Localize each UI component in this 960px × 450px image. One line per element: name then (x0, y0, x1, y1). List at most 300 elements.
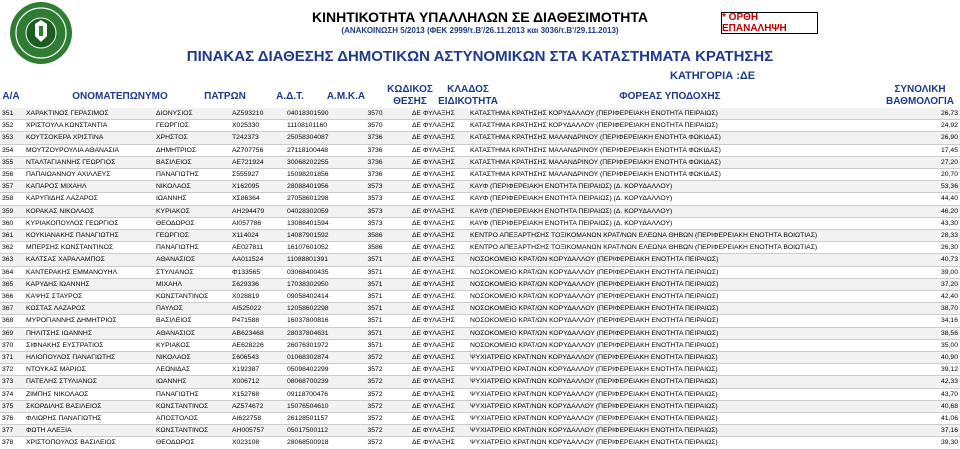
position-code: 3736 (340, 144, 410, 156)
branch: ΔΕ ΦΥΛΑΞΗΣ (410, 144, 468, 156)
father-name: ΚΩΝΣΤΑΝΤΙΝΟΣ (154, 425, 230, 437)
employee-name: ΣΚΟΡΔΙΛΗΣ ΒΑΣΙΛΕΙΟΣ (24, 400, 154, 412)
employee-name: ΚΟΥΤΣΟΚΕΡΑ ΧΡΙΣΤΙΝΑ (24, 132, 154, 144)
id-card-number: ΑΖ707756 (230, 144, 285, 156)
total-score: 40,73 (902, 254, 960, 266)
father-name: ΠΑΝΑΓΙΩΤΗΣ (154, 388, 230, 400)
father-name: ΘΕΟΔΩΡΟΣ (154, 437, 230, 449)
employee-name: ΝΤΟΥΚΑΣ ΜΑΡΙΟΣ (24, 364, 154, 376)
table-row (0, 132, 960, 144)
employee-name: ΚΑΡΥΔΗΣ ΙΩΑΝΝΗΣ (24, 278, 154, 290)
amka-number: 15098201856 (285, 169, 340, 181)
position-code: 3572 (340, 364, 410, 376)
id-card-number: Ρ471588 (230, 315, 285, 327)
total-score: 39,00 (902, 266, 960, 278)
employee-name: ΜΟΥΤΖΟΥΡΟΥΛΙΑ ΑΘΑΝΑΣΙΑ (24, 144, 154, 156)
amka-number: 16037800816 (285, 315, 340, 327)
receiving-agency: ΝΟΣΟΚΟΜΕΙΟ ΚΡΑΤ/ΩΝ ΚΟΡΥΔΑΛΛΟΥ (ΠΕΡΙΦΕΡΕΙΑΚΗ ΕΝΟΤΗΤΑ ΠΕΙΡΑΙΩΣ) (468, 327, 902, 339)
receiving-agency: ΨΥΧΙΑΤΡΕΙΟ ΚΡΑΤ/ΝΩΝ ΚΟΡΥΔΑΛΛΟΥ (ΠΕΡΙΦΕΡΕΙΑΚΗ ΕΝΟΤΗΤΑ ΠΕΙΡΑΙΩΣ) (468, 425, 902, 437)
row-number: 370 (0, 339, 24, 351)
row-number: 364 (0, 266, 24, 278)
total-score: 44,40 (902, 193, 960, 205)
position-code: 3736 (340, 169, 410, 181)
position-code: 3572 (340, 352, 410, 364)
row-number: 358 (0, 193, 24, 205)
amka-number: 09118700476 (285, 388, 340, 400)
total-score: 42,40 (902, 291, 960, 303)
position-code: 3571 (340, 315, 410, 327)
position-code: 3571 (340, 303, 410, 315)
table-row (0, 254, 960, 266)
amka-number: 25058304087 (285, 132, 340, 144)
branch: ΔΕ ΦΥΛΑΞΗΣ (410, 242, 468, 254)
id-card-number: Χ023108 (230, 437, 285, 449)
receiving-agency: ΚΑΥΦ (ΠΕΡΙΦΕΡΕΙΑΚΗ ΕΝΟΤΗΤΑ ΠΕΙΡΑΙΩΣ) (Δ. ΚΟΡΥΔΑΛΛΟΥ) (468, 205, 902, 217)
employee-name: ΧΑΡΑΚΤΙΝΟΣ ΓΕΡΑΣΙΜΟΣ (24, 108, 154, 120)
id-card-number: Χ162095 (230, 181, 285, 193)
position-code: 3571 (340, 291, 410, 303)
id-card-number: ΑΗ005757 (230, 425, 285, 437)
table-row (0, 400, 960, 412)
father-name: ΠΑΝΑΓΙΩΤΗΣ (154, 242, 230, 254)
father-name: ΒΑΣΙΛΕΙΟΣ (154, 315, 230, 327)
row-number: 376 (0, 413, 24, 425)
row-number: 366 (0, 291, 24, 303)
branch: ΔΕ ΦΥΛΑΞΗΣ (410, 120, 468, 132)
father-name: ΓΕΩΡΓΙΟΣ (154, 120, 230, 132)
amka-number: 15076504610 (285, 400, 340, 412)
id-card-number: Χ028819 (230, 291, 285, 303)
total-score: 34,16 (902, 315, 960, 327)
id-card-number: Χ114024 (230, 230, 285, 242)
employee-name: ΚΑΝΤΕΡΑΚΗΣ ΕΜΜΑΝΟΥΗΛ (24, 266, 154, 278)
col-header-score-line2: ΒΑΘΜΟΛΟΓΙΑ (886, 96, 954, 107)
total-score: 20,70 (902, 169, 960, 181)
id-card-number: ΑΕ628226 (230, 339, 285, 351)
row-number: 359 (0, 205, 24, 217)
branch: ΔΕ ΦΥΛΑΞΗΣ (410, 205, 468, 217)
total-score: 27,20 (902, 156, 960, 168)
receiving-agency: ΚΑΤΑΣΤΗΜΑ ΚΡΑΤΗΣΗΣ ΚΟΡΥΔΑΛΛΟΥ (ΠΕΡΙΦΕΡΕΙΑΚΗ ΕΝΟΤΗΤΑ ΠΕΙΡΑΙΩΣ) (468, 120, 902, 132)
amka-number: 09058402414 (285, 291, 340, 303)
total-score: 26,73 (902, 108, 960, 120)
receiving-agency: ΝΟΣΟΚΟΜΕΙΟ ΚΡΑΤ/ΩΝ ΚΟΡΥΔΑΛΛΟΥ (ΠΕΡΙΦΕΡΕΙΑΚΗ ΕΝΟΤΗΤΑ ΠΕΙΡΑΙΩΣ) (468, 291, 902, 303)
employee-name: ΚΑΛΤΣΑΣ ΧΑΡΑΛΑΜΠΟΣ (24, 254, 154, 266)
row-number: 378 (0, 437, 24, 449)
col-header-branch-line2: ΕΙΔΙΚΟΤΗΤΑ (438, 96, 498, 107)
table-row (0, 181, 960, 193)
father-name: ΑΠΟΣΤΟΛΟΣ (154, 413, 230, 425)
position-code: 3572 (340, 400, 410, 412)
branch: ΔΕ ΦΥΛΑΞΗΣ (410, 437, 468, 449)
total-score: 35,00 (902, 339, 960, 351)
employee-name: ΣΙΦΝΑΚΗΣ ΕΥΣΤΡΑΤΙΟΣ (24, 339, 154, 351)
total-score: 38,56 (902, 327, 960, 339)
table-row (0, 327, 960, 339)
position-code: 3570 (340, 120, 410, 132)
position-code: 3572 (340, 376, 410, 388)
amka-number: 27058601298 (285, 193, 340, 205)
col-header-amka: Α.Μ.Κ.Α (326, 91, 366, 102)
amka-number: 30068202255 (285, 156, 340, 168)
id-card-number: ΑΒ623468 (230, 327, 285, 339)
position-code: 3571 (340, 278, 410, 290)
amka-number: 14087901592 (285, 230, 340, 242)
position-code: 3571 (340, 339, 410, 351)
amka-number: 04028302059 (285, 205, 340, 217)
id-card-number: Τ242373 (230, 132, 285, 144)
table-row (0, 376, 960, 388)
branch: ΔΕ ΦΥΛΑΞΗΣ (410, 388, 468, 400)
branch: ΔΕ ΦΥΛΑΞΗΣ (410, 376, 468, 388)
father-name: ΚΩΝΣΤΑΝΤΙΝΟΣ (154, 400, 230, 412)
receiving-agency: ΨΥΧΙΑΤΡΕΙΟ ΚΡΑΤ/ΝΩΝ ΚΟΡΥΔΑΛΛΟΥ (ΠΕΡΙΦΕΡΕΙΑΚΗ ΕΝΟΤΗΤΑ ΠΕΙΡΑΙΩΣ) (468, 376, 902, 388)
row-number: 354 (0, 144, 24, 156)
branch: ΔΕ ΦΥΛΑΞΗΣ (410, 132, 468, 144)
total-score: 39,30 (902, 437, 960, 449)
amka-number: 28037804631 (285, 327, 340, 339)
receiving-agency: ΚΑΥΦ (ΠΕΡΙΦΕΡΕΙΑΚΗ ΕΝΟΤΗΤΑ ΠΕΙΡΑΙΩΣ) (Δ. ΚΟΡΥΔΑΛΛΟΥ) (468, 217, 902, 229)
col-header-agency: ΦΟΡΕΑΣ ΥΠΟΔΟΧΗΣ (619, 91, 721, 102)
row-number: 352 (0, 120, 24, 132)
amka-number: 17038302950 (285, 278, 340, 290)
row-number: 353 (0, 132, 24, 144)
table-row (0, 156, 960, 168)
table-row (0, 193, 960, 205)
position-code: 3573 (340, 193, 410, 205)
amka-number: 01068302874 (285, 352, 340, 364)
amka-number: 05098402299 (285, 364, 340, 376)
branch: ΔΕ ΦΥΛΑΞΗΣ (410, 364, 468, 376)
employee-name: ΚΑΨΗΣ ΣΤΑΥΡΟΣ (24, 291, 154, 303)
table-row (0, 230, 960, 242)
id-card-number: ΑΗ294479 (230, 205, 285, 217)
branch: ΔΕ ΦΥΛΑΞΗΣ (410, 352, 468, 364)
id-card-number: Χ006712 (230, 376, 285, 388)
col-header-score (880, 84, 960, 108)
father-name: ΚΥΡΙΑΚΟΣ (154, 339, 230, 351)
employee-name: ΦΛΙΩΡΗΣ ΠΑΝΑΓΙΩΤΗΣ (24, 413, 154, 425)
position-code: 3570 (340, 108, 410, 120)
employee-name: ΚΑΡΥΠΙΔΗΣ ΛΑΖΑΡΟΣ (24, 193, 154, 205)
amka-number: 11088801391 (285, 254, 340, 266)
position-code: 3572 (340, 388, 410, 400)
branch: ΔΕ ΦΥΛΑΞΗΣ (410, 278, 468, 290)
table-title: ΠΙΝΑΚΑΣ ΔΙΑΘΕΣΗΣ ΔΗΜΟΤΙΚΩΝ ΑΣΤΥΝΟΜΙΚΩΝ ΣΤΑ ΚΑΤΑΣΤΗΜΑΤΑ ΚΡΑΤΗΣΗΣ (186, 48, 774, 65)
father-name: ΠΑΝΑΓΙΩΤΗΣ (154, 169, 230, 181)
col-header-father: ΠΑΤΡΩΝ (204, 91, 246, 102)
employee-name: ΖΙΜΠΗΣ ΝΙΚΟΛΑΟΣ (24, 388, 154, 400)
employee-name: ΠΑΠΑΙΩΑΝΝΟΥ ΑΧΙΛΛΕΥΣ (24, 169, 154, 181)
receiving-agency: ΚΑΤΑΣΤΗΜΑ ΚΡΑΤΗΣΗΣ ΜΑΛΑΝΔΡΙΝΟΥ (ΠΕΡΙΦΕΡΕΙΑΚΗ ΕΝΟΤΗΤΑ ΦΩΚΙΔΑΣ) (468, 169, 902, 181)
position-code: 3736 (340, 156, 410, 168)
table-row (0, 303, 960, 315)
row-number: 356 (0, 169, 24, 181)
table-row (0, 425, 960, 437)
table-row (0, 266, 960, 278)
receiving-agency: ΨΥΧΙΑΤΡΕΙΟ ΚΡΑΤ/ΝΩΝ ΚΟΡΥΔΑΛΛΟΥ (ΠΕΡΙΦΕΡΕΙΑΚΗ ΕΝΟΤΗΤΑ ΠΕΙΡΑΙΩΣ) (468, 388, 902, 400)
id-card-number: ΑΕ027811 (230, 242, 285, 254)
col-header-aa: Α/Α (2, 91, 20, 102)
row-number: 362 (0, 242, 24, 254)
receiving-agency: ΚΕΝΤΡΟ ΑΠΕΞΑΡΤΗΣΗΣ ΤΟΞΙΚΟΜΑΝΩΝ ΚΡΑΤ/ΝΩΝ ΕΛΕΩΝΑ ΘΗΒΩΝ (ΠΕΡΙΦΕΡΕΙΑΚΗ ΕΝΟΤΗΤΑ ΒΟΙΩΤΙΑΣ) (468, 230, 902, 242)
row-number: 372 (0, 364, 24, 376)
table-row (0, 339, 960, 351)
total-score: 53,36 (902, 181, 960, 193)
position-code: 3573 (340, 205, 410, 217)
position-code: 3573 (340, 181, 410, 193)
row-number: 367 (0, 303, 24, 315)
employee-name: ΜΥΡΟΓΙΑΝΝΗΣ ΔΗΜΗΤΡΙΟΣ (24, 315, 154, 327)
branch: ΔΕ ΦΥΛΑΞΗΣ (410, 291, 468, 303)
receiving-agency: ΨΥΧΙΑΤΡΕΙΟ ΚΡΑΤ/ΝΩΝ ΚΟΡΥΔΑΛΛΟΥ (ΠΕΡΙΦΕΡΕΙΑΚΗ ΕΝΟΤΗΤΑ ΠΕΙΡΑΙΩΣ) (468, 400, 902, 412)
amka-number: 04018301590 (285, 108, 340, 120)
father-name: ΝΙΚΟΛΑΟΣ (154, 181, 230, 193)
col-header-code-line1: ΚΩΔΙΚΟΣ (387, 84, 433, 95)
total-score: 38,70 (902, 303, 960, 315)
total-score: 26,30 (902, 242, 960, 254)
id-card-number: Σ629336 (230, 278, 285, 290)
father-name: ΔΗΜΗΤΡΙΟΣ (154, 144, 230, 156)
employee-name: ΜΠΕΡΣΗΣ ΚΩΝΣΤΑΝΤΙΝΟΣ (24, 242, 154, 254)
father-name: ΜΙΧΑΗΛ (154, 278, 230, 290)
id-card-number: Χ152768 (230, 388, 285, 400)
table-row (0, 413, 960, 425)
col-header-adt: Α.Δ.Τ. (276, 91, 304, 102)
id-card-number: ΑΖ574672 (230, 400, 285, 412)
employee-name: ΦΩΤΗ ΑΛΕΞΙΑ (24, 425, 154, 437)
position-code: 3573 (340, 217, 410, 229)
total-score: 43,70 (902, 388, 960, 400)
branch: ΔΕ ΦΥΛΑΞΗΣ (410, 169, 468, 181)
father-name: ΘΕΟΔΩΡΟΣ (154, 217, 230, 229)
branch: ΔΕ ΦΥΛΑΞΗΣ (410, 303, 468, 315)
amka-number: 28088401956 (285, 181, 340, 193)
branch: ΔΕ ΦΥΛΑΞΗΣ (410, 156, 468, 168)
table-row (0, 437, 960, 449)
table-row (0, 169, 960, 181)
father-name: ΙΩΑΝΝΗΣ (154, 193, 230, 205)
total-score: 37,20 (902, 278, 960, 290)
father-name: ΑΘΑΝΑΣΙΟΣ (154, 327, 230, 339)
category-label: ΚΑΤΗΓΟΡΙΑ :ΔΕ (670, 70, 756, 82)
assignment-table (0, 108, 960, 450)
table-row (0, 242, 960, 254)
table-row (0, 205, 960, 217)
row-number: 377 (0, 425, 24, 437)
father-name: ΙΩΑΝΝΗΣ (154, 376, 230, 388)
branch: ΔΕ ΦΥΛΑΞΗΣ (410, 327, 468, 339)
row-number: 368 (0, 315, 24, 327)
receiving-agency: ΨΥΧΙΑΤΡΕΙΟ ΚΡΑΤ/ΝΩΝ ΚΟΡΥΔΑΛΛΟΥ (ΠΕΡΙΦΕΡΕΙΑΚΗ ΕΝΟΤΗΤΑ ΠΕΙΡΑΙΩΣ) (468, 437, 902, 449)
receiving-agency: ΚΑΤΑΣΤΗΜΑ ΚΡΑΤΗΣΗΣ ΚΟΡΥΔΑΛΛΟΥ (ΠΕΡΙΦΕΡΕΙΑΚΗ ΕΝΟΤΗΤΑ ΠΕΙΡΑΙΩΣ) (468, 108, 902, 120)
amka-number: 03068400435 (285, 266, 340, 278)
page-title: ΚΙΝΗΤΙΚΟΤΗΤΑ ΥΠΑΛΛΗΛΩΝ ΣΕ ΔΙΑΘΕΣΙΜΟΤΗΤΑ (312, 9, 648, 25)
total-score: 28,33 (902, 230, 960, 242)
branch: ΔΕ ΦΥΛΑΞΗΣ (410, 425, 468, 437)
father-name: ΠΑΥΛΟΣ (154, 303, 230, 315)
table-row (0, 108, 960, 120)
row-number: 371 (0, 352, 24, 364)
id-card-number: ΑΑ011524 (230, 254, 285, 266)
id-card-number: Σ606543 (230, 352, 285, 364)
branch: ΔΕ ΦΥΛΑΞΗΣ (410, 339, 468, 351)
employee-name: ΧΡΙΣΤΟΠΟΥΛΟΣ ΒΑΣΙΛΕΙΟΣ (24, 437, 154, 449)
id-card-number: ΑΙ057786 (230, 217, 285, 229)
branch: ΔΕ ΦΥΛΑΞΗΣ (410, 230, 468, 242)
employee-name: ΚΑΠΑΡΟΣ ΜΙΧΑΗΛ (24, 181, 154, 193)
receiving-agency: ΝΟΣΟΚΟΜΕΙΟ ΚΡΑΤ/ΩΝ ΚΟΡΥΔΑΛΛΟΥ (ΠΕΡΙΦΕΡΕΙΑΚΗ ΕΝΟΤΗΤΑ ΠΕΙΡΑΙΩΣ) (468, 303, 902, 315)
amka-number: 11108101160 (285, 120, 340, 132)
receiving-agency: ΨΥΧΙΑΤΡΕΙΟ ΚΡΑΤ/ΝΩΝ ΚΟΡΥΔΑΛΛΟΥ (ΠΕΡΙΦΕΡΕΙΑΚΗ ΕΝΟΤΗΤΑ ΠΕΙΡΑΙΩΣ) (468, 352, 902, 364)
employee-name: ΚΩΣΤΑΣ ΛΑΖΑΡΟΣ (24, 303, 154, 315)
amka-number: 13088401594 (285, 217, 340, 229)
row-number: 351 (0, 108, 24, 120)
table-row (0, 388, 960, 400)
receiving-agency: ΝΟΣΟΚΟΜΕΙΟ ΚΡΑΤ/ΩΝ ΚΟΡΥΔΑΛΛΟΥ (ΠΕΡΙΦΕΡΕΙΑΚΗ ΕΝΟΤΗΤΑ ΠΕΙΡΑΙΩΣ) (468, 339, 902, 351)
table-row (0, 352, 960, 364)
row-number: 363 (0, 254, 24, 266)
father-name: ΒΑΣΙΛΕΙΟΣ (154, 156, 230, 168)
row-number: 365 (0, 278, 24, 290)
branch: ΔΕ ΦΥΛΑΞΗΣ (410, 413, 468, 425)
employee-name: ΚΟΡΑΚΑΣ ΝΙΚΟΛΑΟΣ (24, 205, 154, 217)
amka-number: 26076301972 (285, 339, 340, 351)
row-number: 374 (0, 388, 24, 400)
document-header (0, 0, 960, 110)
col-header-score-line1: ΣΥΝΟΛΙΚΗ (894, 84, 946, 95)
total-score: 46,20 (902, 205, 960, 217)
position-code: 3586 (340, 230, 410, 242)
employee-name: ΚΟΥΚΙΑΝΑΚΗΣ ΠΑΝΑΓΙΩΤΗΣ (24, 230, 154, 242)
table-row (0, 364, 960, 376)
father-name: ΓΕΩΡΓΙΟΣ (154, 230, 230, 242)
position-code: 3572 (340, 413, 410, 425)
total-score: 24,92 (902, 120, 960, 132)
receiving-agency: ΨΥΧΙΑΤΡΕΙΟ ΚΡΑΤ/ΝΩΝ ΚΟΡΥΔΑΛΛΟΥ (ΠΕΡΙΦΕΡΕΙΑΚΗ ΕΝΟΤΗΤΑ ΠΕΙΡΑΙΩΣ) (468, 413, 902, 425)
branch: ΔΕ ΦΥΛΑΞΗΣ (410, 254, 468, 266)
row-number: 355 (0, 156, 24, 168)
id-card-number: ΧΣ86364 (230, 193, 285, 205)
col-header-branch-line1: ΚΛΑΔΟΣ (447, 84, 489, 95)
amka-number: 27118100448 (285, 144, 340, 156)
receiving-agency: ΚΑΤΑΣΤΗΜΑ ΚΡΑΤΗΣΗΣ ΜΑΛΑΝΔΡΙΝΟΥ (ΠΕΡΙΦΕΡΕΙΑΚΗ ΕΝΟΤΗΤΑ ΦΩΚΙΔΑΣ) (468, 132, 902, 144)
father-name: ΛΕΩΝΙΔΑΣ (154, 364, 230, 376)
total-score: 40,68 (902, 400, 960, 412)
row-number: 375 (0, 400, 24, 412)
receiving-agency: ΝΟΣΟΚΟΜΕΙΟ ΚΡΑΤ/ΩΝ ΚΟΡΥΔΑΛΛΟΥ (ΠΕΡΙΦΕΡΕΙΑΚΗ ΕΝΟΤΗΤΑ ΠΕΙΡΑΙΩΣ) (468, 315, 902, 327)
row-number: 369 (0, 327, 24, 339)
total-score: 39,12 (902, 364, 960, 376)
id-card-number: Σ555927 (230, 169, 285, 181)
position-code: 3571 (340, 327, 410, 339)
total-score: 41,06 (902, 413, 960, 425)
father-name: ΧΡΗΣΤΟΣ (154, 132, 230, 144)
amka-number: 28068500918 (285, 437, 340, 449)
receiving-agency: ΝΟΣΟΚΟΜΕΙΟ ΚΡΑΤ/ΩΝ ΚΟΡΥΔΑΛΛΟΥ (ΠΕΡΙΦΕΡΕΙΑΚΗ ΕΝΟΤΗΤΑ ΠΕΙΡΑΙΩΣ) (468, 266, 902, 278)
employee-name: ΧΡΙΣΤΟΥΛΑ ΚΩΝΣΤΑΝΤΙΑ (24, 120, 154, 132)
amka-number: 16107601052 (285, 242, 340, 254)
receiving-agency: ΨΥΧΙΑΤΡΕΙΟ ΚΡΑΤ/ΝΩΝ ΚΟΡΥΔΑΛΛΟΥ (ΠΕΡΙΦΕΡΕΙΑΚΗ ΕΝΟΤΗΤΑ ΠΕΙΡΑΙΩΣ) (468, 364, 902, 376)
position-code: 3736 (340, 132, 410, 144)
amka-number: 26128501157 (285, 413, 340, 425)
receiving-agency: ΚΑΥΦ (ΠΕΡΙΦΕΡΕΙΑΚΗ ΕΝΟΤΗΤΑ ΠΕΙΡΑΙΩΣ) (Δ. ΚΟΡΥΔΑΛΛΟΥ) (468, 193, 902, 205)
total-score: 26,90 (902, 132, 960, 144)
id-card-number: ΑΕ721924 (230, 156, 285, 168)
id-card-number: Χ192387 (230, 364, 285, 376)
branch: ΔΕ ΦΥΛΑΞΗΣ (410, 181, 468, 193)
branch: ΔΕ ΦΥΛΑΞΗΣ (410, 266, 468, 278)
receiving-agency: ΝΟΣΟΚΟΜΕΙΟ ΚΡΑΤ/ΩΝ ΚΟΡΥΔΑΛΛΟΥ (ΠΕΡΙΦΕΡΕΙΑΚΗ ΕΝΟΤΗΤΑ ΠΕΙΡΑΙΩΣ) (468, 254, 902, 266)
row-number: 357 (0, 181, 24, 193)
id-card-number: ΑΙ525022 (230, 303, 285, 315)
id-card-number: Φ133565 (230, 266, 285, 278)
id-card-number: ΑΖ593210 (230, 108, 285, 120)
father-name: ΝΙΚΟΛΑΟΣ (154, 352, 230, 364)
employee-name: ΠΗΛΙΤΣΗΣ ΙΩΑΝΝΗΣ (24, 327, 154, 339)
father-name: ΚΩΝΣΤΑΝΤΙΝΟΣ (154, 291, 230, 303)
col-header-name: ΟΝΟΜΑΤΕΠΩΝΥΜΟ (72, 91, 168, 102)
correction-badge: * ΟΡΘΗ ΕΠΑΝΑΛΗΨΗ (721, 12, 818, 34)
position-code: 3572 (340, 425, 410, 437)
father-name: ΔΙΟΝΥΣΙΟΣ (154, 108, 230, 120)
position-code: 3571 (340, 254, 410, 266)
row-number: 361 (0, 230, 24, 242)
row-number: 360 (0, 217, 24, 229)
receiving-agency: ΚΑΥΦ (ΠΕΡΙΦΕΡΕΙΑΚΗ ΕΝΟΤΗΤΑ ΠΕΙΡΑΙΩΣ) (Δ. ΚΟΡΥΔΑΛΛΟΥ) (468, 181, 902, 193)
employee-name: ΠΑΤΕΛΗΣ ΣΤΥΛΙΑΝΟΣ (24, 376, 154, 388)
table-row (0, 315, 960, 327)
table-row (0, 217, 960, 229)
amka-number: 05017500112 (285, 425, 340, 437)
receiving-agency: ΚΑΤΑΣΤΗΜΑ ΚΡΑΤΗΣΗΣ ΜΑΛΑΝΔΡΙΝΟΥ (ΠΕΡΙΦΕΡΕΙΑΚΗ ΕΝΟΤΗΤΑ ΦΩΚΙΔΑΣ) (468, 144, 902, 156)
branch: ΔΕ ΦΥΛΑΞΗΣ (410, 315, 468, 327)
position-code: 3586 (340, 242, 410, 254)
branch: ΔΕ ΦΥΛΑΞΗΣ (410, 193, 468, 205)
table-row (0, 144, 960, 156)
receiving-agency: ΝΟΣΟΚΟΜΕΙΟ ΚΡΑΤ/ΩΝ ΚΟΡΥΔΑΛΛΟΥ (ΠΕΡΙΦΕΡΕΙΑΚΗ ΕΝΟΤΗΤΑ ΠΕΙΡΑΙΩΣ) (468, 278, 902, 290)
total-score: 42,33 (902, 376, 960, 388)
amka-number: 12058602298 (285, 303, 340, 315)
father-name: ΚΥΡΙΑΚΟΣ (154, 205, 230, 217)
total-score: 40,90 (902, 352, 960, 364)
row-number: 373 (0, 376, 24, 388)
employee-name: ΗΛΙΟΠΟΥΛΟΣ ΠΑΝΑΓΙΩΤΗΣ (24, 352, 154, 364)
employee-name: ΝΤΑΛΤΑΓΙΑΝΝΗΣ ΓΕΩΡΓΙΟΣ (24, 156, 154, 168)
table-row (0, 278, 960, 290)
position-code: 3572 (340, 437, 410, 449)
table-row (0, 120, 960, 132)
page-subtitle: (ΑΝΑΚΟΙΝΩΣΗ 5/2013 (ΦΕΚ 2999/τ.Β'/26.11.2013 και 3036/τ.Β'/29.11.2013) (341, 26, 619, 35)
father-name: ΣΤΥΛΙΑΝΟΣ (154, 266, 230, 278)
col-header-code-line2: ΘΕΣΗΣ (393, 96, 427, 107)
total-score: 37,16 (902, 425, 960, 437)
id-card-number: Χ025330 (230, 120, 285, 132)
father-name: ΑΘΑΝΑΣΙΟΣ (154, 254, 230, 266)
table-row (0, 291, 960, 303)
amka-number: 08068700239 (285, 376, 340, 388)
employee-name: ΚΥΡΙΑΚΟΠΟΥΛΟΣ ΓΕΩΡΓΙΟΣ (24, 217, 154, 229)
position-code: 3571 (340, 266, 410, 278)
total-score: 17,45 (902, 144, 960, 156)
id-card-number: ΑΙ622758 (230, 413, 285, 425)
receiving-agency: ΚΕΝΤΡΟ ΑΠΕΞΑΡΤΗΣΗΣ ΤΟΞΙΚΟΜΑΝΩΝ ΚΡΑΤ/ΝΩΝ ΕΛΕΩΝΑ ΘΗΒΩΝ (ΠΕΡΙΦΕΡΕΙΑΚΗ ΕΝΟΤΗΤΑ ΒΟΙΩΤΙΑΣ) (468, 242, 902, 254)
total-score: 43,30 (902, 217, 960, 229)
col-header-branch (428, 84, 508, 108)
branch: ΔΕ ΦΥΛΑΞΗΣ (410, 217, 468, 229)
receiving-agency: ΚΑΤΑΣΤΗΜΑ ΚΡΑΤΗΣΗΣ ΜΑΛΑΝΔΡΙΝΟΥ (ΠΕΡΙΦΕΡΕΙΑΚΗ ΕΝΟΤΗΤΑ ΦΩΚΙΔΑΣ) (468, 156, 902, 168)
branch: ΔΕ ΦΥΛΑΞΗΣ (410, 400, 468, 412)
